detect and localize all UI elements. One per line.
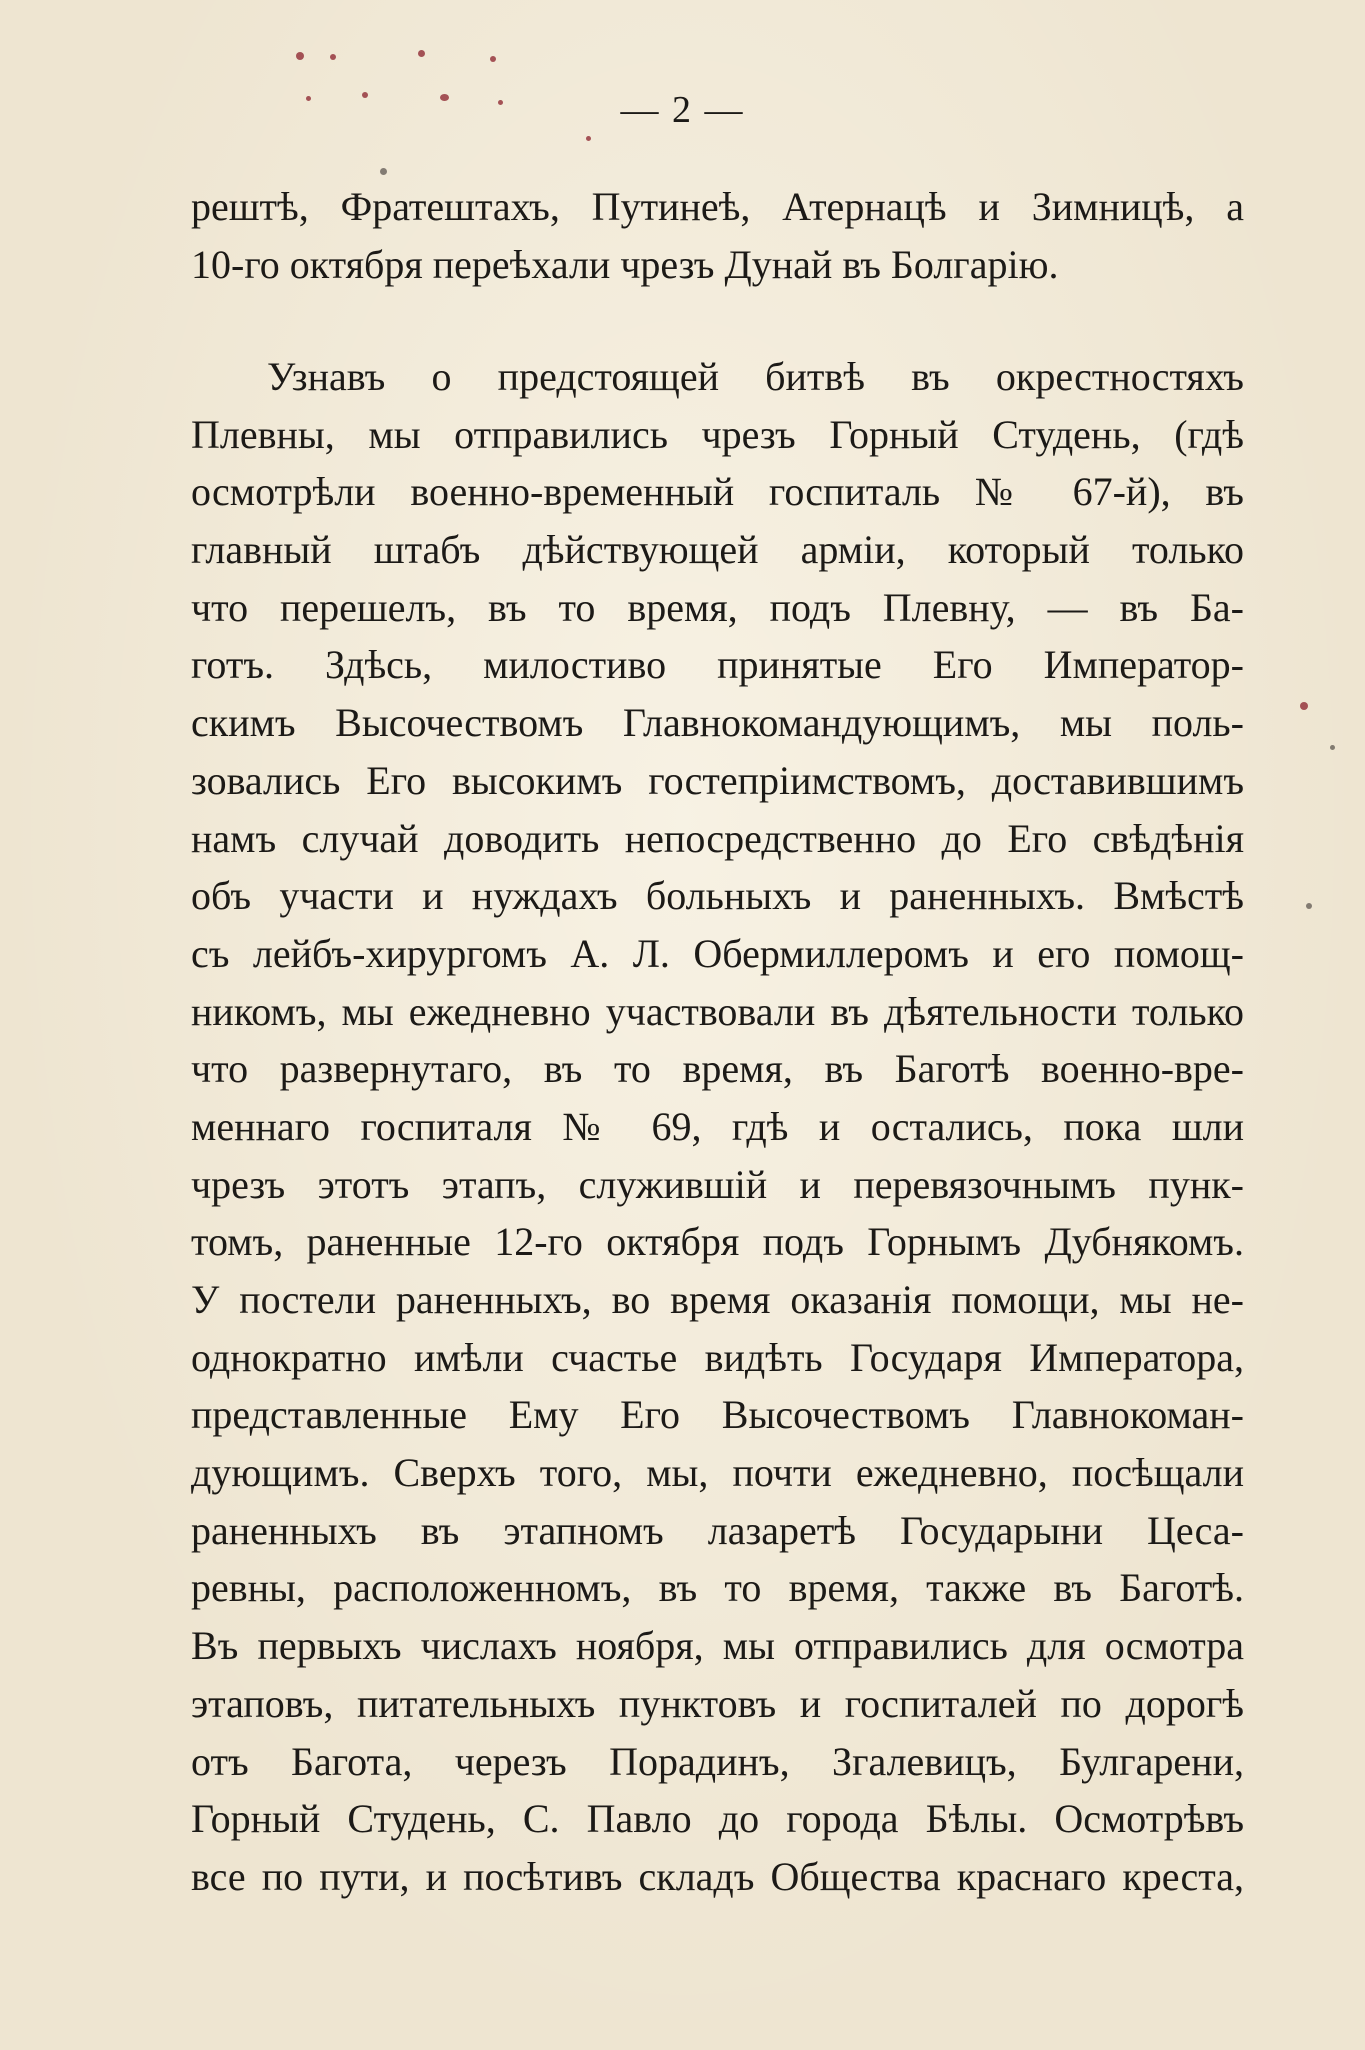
text-line: Узнавъ о предстоящей битвѣ въ окрестностяхъ	[267, 354, 1244, 399]
text-line: меннаго госпиталя № 69, гдѣ и остались, пока шли	[191, 1103, 1244, 1149]
ink-stain	[1306, 903, 1312, 909]
paragraph-1	[191, 178, 1244, 293]
ink-stain	[330, 54, 336, 60]
text-line: У постели раненныхъ, во время оказанія помощи, мы не-	[191, 1277, 1244, 1322]
ink-stain	[490, 56, 496, 62]
ink-stain	[418, 50, 425, 57]
text-line: этаповъ, питательныхъ пунктовъ и госпиталей по дорогѣ	[191, 1680, 1244, 1726]
text-line: никомъ, мы ежедневно участвовали въ дѣятельности только	[191, 988, 1244, 1034]
text-line: скимъ Высочествомъ Главнокомандующимъ, мы поль-	[191, 700, 1244, 746]
text-line: главный штабъ дѣйствующей арміи, который только	[191, 527, 1244, 573]
text-line: отъ Багота, черезъ Порадинъ, Згалевицъ, Булгарени,	[191, 1738, 1244, 1784]
text-line: готъ. Здѣсь, милостиво принятые Его Император-	[191, 642, 1244, 688]
ink-stain	[586, 136, 591, 141]
text-line: зовались Его высокимъ гостепріимствомъ, доставившимъ	[191, 757, 1244, 803]
text-line: Плевны, мы отправились чрезъ Горный Студень, (гдѣ	[191, 411, 1244, 457]
text-line: Въ первыхъ числахъ ноября, мы отправились для осмотра	[191, 1623, 1244, 1669]
text-line: раненныхъ въ этапномъ лазаретѣ Государыни Цеса-	[191, 1507, 1244, 1553]
text-line: намъ случай доводить непосредственно до Его свѣдѣнія	[191, 815, 1244, 861]
page-number: — 2 —	[620, 89, 745, 131]
ink-stain	[296, 52, 304, 60]
text-line: все по пути, и посѣтивъ складъ Общества краснаго креста,	[191, 1853, 1244, 1899]
text-line: объ участи и нуждахъ больныхъ и раненныхъ. Вмѣстѣ	[191, 873, 1244, 919]
text-line: томъ, раненные 12-го октября подъ Горнымъ Дубнякомъ.	[191, 1219, 1244, 1265]
text-line: однократно имѣли счастье видѣть Государя Императора,	[191, 1334, 1244, 1380]
text-line: представленные Ему Его Высочествомъ Главнокоман-	[191, 1392, 1244, 1438]
text-line: чрезъ этотъ этапъ, служившій и перевязочнымъ пунк-	[191, 1161, 1244, 1207]
text-line: дующимъ. Сверхъ того, мы, почти ежедневно, посѣщали	[191, 1450, 1244, 1496]
text-line: съ лейбъ-хирургомъ А. Л. Обермиллеромъ и его помощ-	[191, 930, 1244, 976]
paragraph-2	[191, 348, 1244, 1906]
text-line: ревны, расположенномъ, въ то время, также въ Баготѣ.	[191, 1565, 1244, 1611]
ink-stain	[1300, 702, 1308, 710]
text-line: 10-го октября переѣхали чрезъ Дунай въ Болгарію.	[191, 241, 1059, 287]
text-line: что развернутаго, въ то время, въ Баготѣ военно-вре-	[191, 1046, 1244, 1092]
text-line: что перешелъ, въ то время, подъ Плевну, — въ Ба-	[191, 584, 1244, 630]
text-line: рештѣ, Фратештахъ, Путинеѣ, Атернацѣ и Зимницѣ, а	[191, 184, 1244, 229]
text-line: Горный Студень, С. Павло до города Бѣлы. Осмотрѣвъ	[191, 1796, 1244, 1842]
ink-stain	[380, 168, 387, 175]
ink-stain	[1330, 745, 1335, 750]
text-line: осмотрѣли военно-временный госпиталь № 67-й), въ	[191, 469, 1244, 515]
